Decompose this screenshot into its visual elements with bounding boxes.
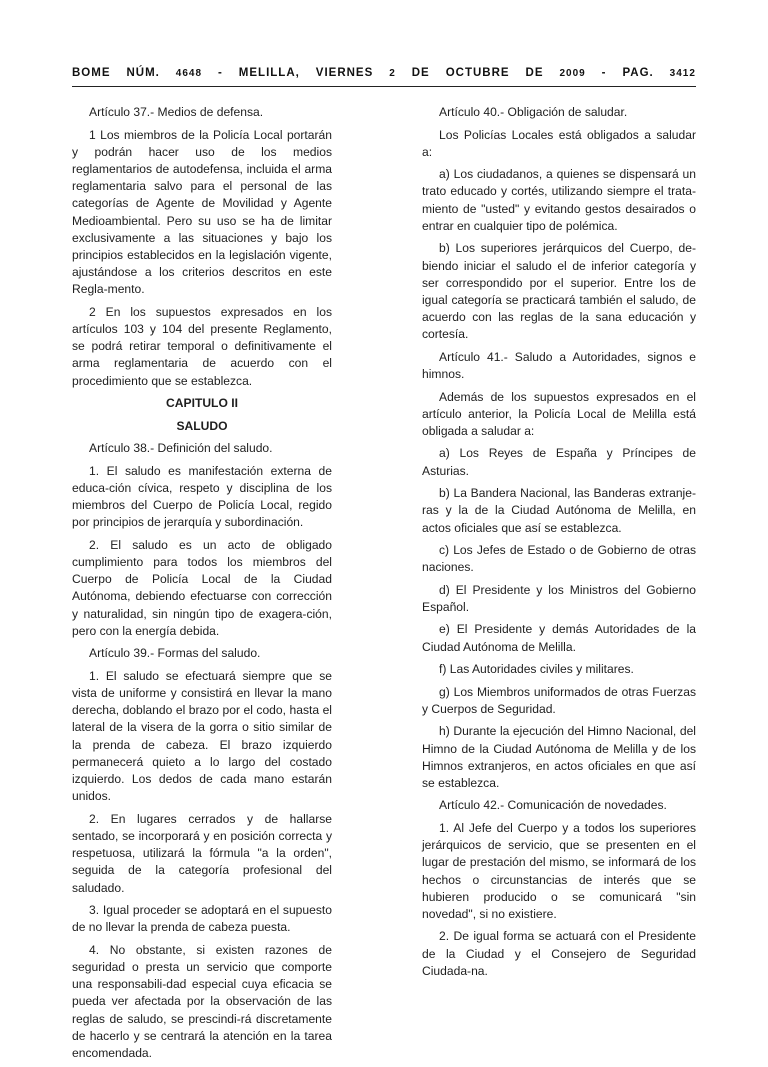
paragraph: Artículo 39.- Formas del saludo. [89,646,261,661]
paragraph: h) Durante la ejecución del Himno Nacional, del Himno de la Ciudad Autónoma de Melilla y de los Himnos extranjeros, en actos oficiales en que así se establezca. [422,724,696,790]
paragraph: b) Los superiores jerárquicos del Cuerpo, de-biendo iniciar el saludo el de inferior categoría y ser correspondido por el superior. Entre los de igual categoría se practicará también el saludo, de acuerdo con las reglas de la sana educación y cortesía. [422,241,696,342]
paragraph: 2 En los supuestos expresados en los artículos 103 y 104 del presente Reglamento, se podrá retirar temporal o definitivamente el arma reglamentaria de acuerdo con el procedimiento que se establezca. [72,304,332,388]
header-de: DE [411,67,430,79]
issue-number: 4648 [175,68,203,79]
right-column [422,104,696,985]
paragraph: 3. Igual proceder se adoptará en el supuesto de no llevar la prenda de cabeza puesta. [72,903,332,935]
paragraph: a) Los ciudadanos, a quienes se dispensará un trato educado y cortés, utilizando siempre el trata-miento de "usted" y evitando gestos desairados o entrar en cualquier tipo de polémica. [422,167,696,233]
section-heading: SALUDO [176,418,228,433]
paragraph: e) El Presidente y demás Autoridades de la Ciudad Autónoma de Melilla. [422,622,696,654]
paragraph: Artículo 41.- Saludo a Autoridades, signos e himnos. [422,349,696,382]
paragraph: f) Las Autoridades civiles y militares. [439,662,634,677]
paragraph: Los Policías Locales está obligados a saludar a: [422,127,696,159]
page-header [72,67,696,79]
paragraph: d) El Presidente y los Ministros del Gobierno Español. [422,582,696,614]
paragraph: Artículo 40.- Obligación de saludar. [439,105,628,119]
paragraph: Artículo 38.- Definición del saludo. [89,441,273,456]
publication-name: BOME [72,67,111,79]
paragraph: Artículo 37.- Medios de defensa. [89,105,264,119]
paragraph: Artículo 42.- Comunicación de novedades. [439,798,667,813]
header-rule [72,86,696,87]
paragraph: a) Los Reyes de España y Príncipes de Asturias. [422,446,696,478]
paragraph: 4. No obstante, si existen razones de seguridad o presta un servicio que comporte una responsabili-dad especial cuya eficacia se pueda ver afectada por la observación de las reglas de saludo, se prescindi-rá discretamente de hacerlo y se centrará la atención en la tarea encomendada. [72,942,332,1060]
paragraph: 2. El saludo es un acto de obligado cumplimiento para todos los miembros del Cuerpo de Policía Local de la Ciudad Autónoma, debiendo efectuarse con corrección y naturalidad, sin ningún tipo de exagera-ción, pero con la energía debida. [72,537,332,638]
paragraph: 1. Al Jefe del Cuerpo y a todos los superiores jerárquicos de servicio, que se presenten en el lugar de prestación del mismo, se informará de los hechos o circunstancias de interés que se hubieren producido o se comunicará "sin novedad", si no existiere. [422,820,696,921]
issue-number-label: NÚM. [126,67,160,79]
page-number: 3412 [669,68,696,79]
paragraph: c) Los Jefes de Estado o de Gobierno de otras naciones. [422,543,696,575]
paragraph: 1 Los miembros de la Policía Local portarán y podrán hacer uso de los medios reglamentarios de autodefensa, incluida el arma reglamentaria salvo para el personal de las categorías de Agente de Movilidad y Agente Medioambiental. Pero su uso se ha de limitar exclusivamente a las situaciones y bajo los principios establecidos en la legislación vigente, ajustándose a los criterios descritos en este Regla-mento. [72,127,332,297]
header-separator: - [218,67,223,79]
header-de: DE [525,67,544,79]
paragraph: 1. El saludo se efectuará siempre que se vista de uniforme y consistirá en llevar la mano derecha, doblando el brazo por el codo, hasta el lateral de la visera de la gorra o sitio similar de la prenda de cabeza. El brazo izquierdo permanecerá quieto a lo largo del costado izquierdo. Los dedos de cada mano estarán unidos. [72,668,332,804]
paragraph: 2. De igual forma se actuará con el Presidente de la Ciudad y el Consejero de Seguridad Ciudada-na. [422,929,696,978]
paragraph: b) La Bandera Nacional, las Banderas extranje-ras y la de la Ciudad Autónoma de Melilla, en actos oficiales que así se establezca. [422,486,696,535]
paragraph: 1. El saludo es manifestación externa de educa-ción cívica, respeto y disciplina de los miembros del Cuerpo de Policía Local, regido por principios de jerarquía y subordinación. [72,463,332,530]
left-column [72,104,332,1067]
header-city: MELILLA, [238,67,300,79]
header-separator: - [601,67,607,79]
section-heading: CAPITULO II [166,396,238,411]
paragraph: g) Los Miembros uniformados de otras Fuerzas y Cuerpos de Seguridad. [422,684,696,716]
header-day: 2 [389,68,396,79]
page-number-label: PAG. [622,67,654,79]
paragraph: Además de los supuestos expresados en el artículo anterior, la Policía Local de Melilla está obligada a saludar a: [422,389,696,438]
header-weekday: VIERNES [315,67,374,79]
header-month: OCTUBRE [445,67,510,79]
header-year: 2009 [559,68,586,79]
paragraph: 2. En lugares cerrados y de hallarse sentado, se incorporará y en posición correcta y respetuosa, utilizará la fórmula "a la orden", seguida de la categoría profesional del saludado. [72,811,332,895]
